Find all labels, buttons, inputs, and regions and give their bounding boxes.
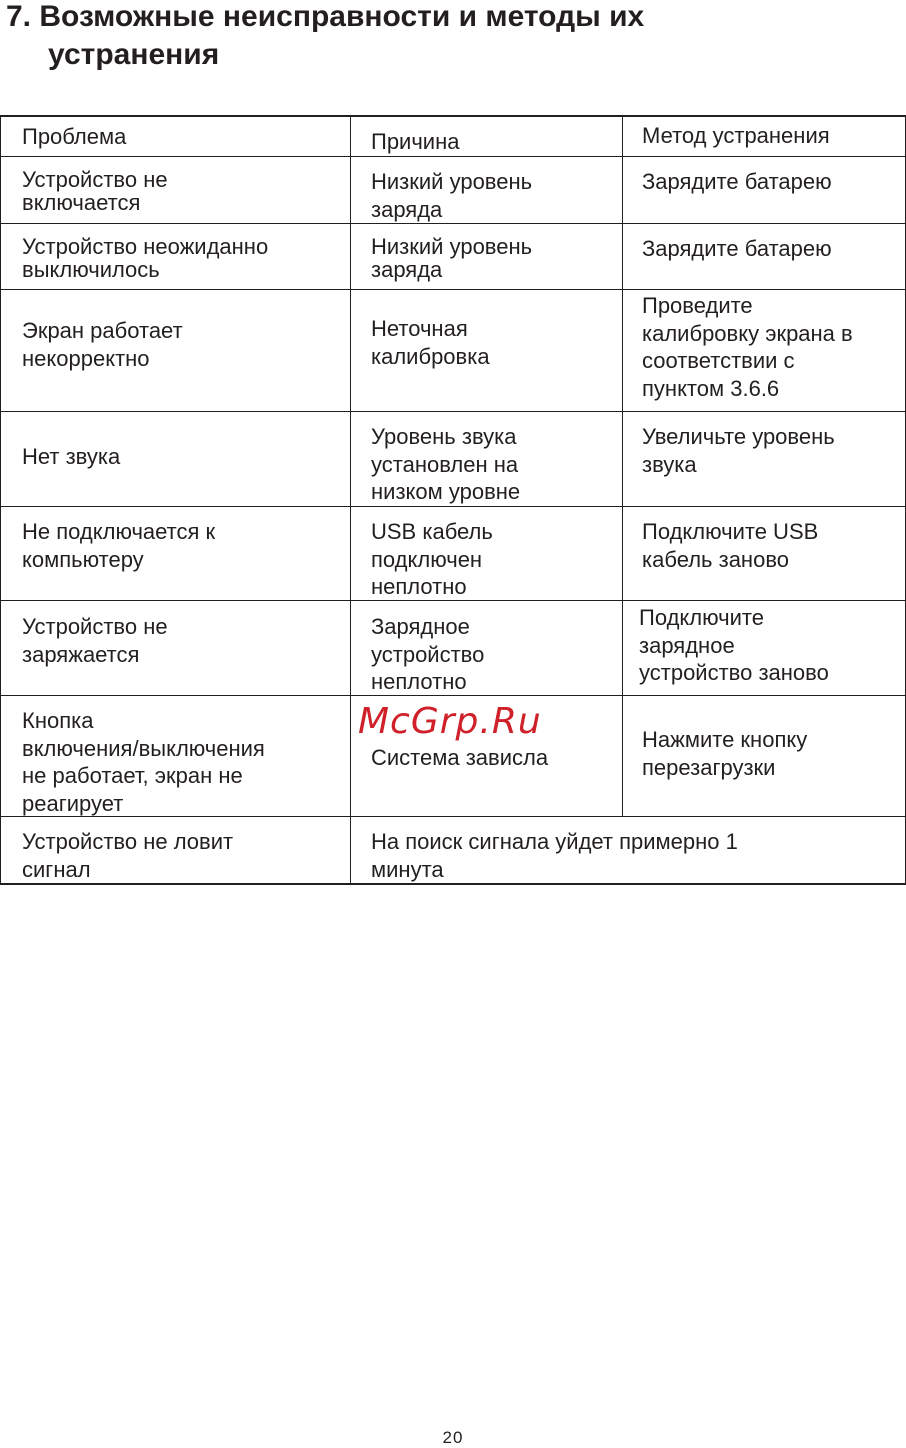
row-solution: Подключите зарядное устройство заново [639, 605, 829, 685]
header-solution: Метод устранения [642, 123, 830, 148]
row-cause: Зарядное устройство неплотно [371, 614, 485, 694]
row-cause: Низкий уровень заряда [371, 169, 533, 222]
row-solution: Увеличьте уровень звука [642, 424, 835, 477]
row-cause-solution: На поиск сигнала уйдет примерно 1 минута [371, 829, 738, 882]
row-cause: Низкий уровень заряда [371, 234, 533, 282]
row-cause: USB кабель подключен неплотно [371, 519, 493, 599]
row-solution: Подключите USB кабель заново [642, 519, 819, 572]
table-row [0, 817, 906, 883]
watermark: McGrp.Ru [358, 701, 542, 742]
row-solution: Зарядите батарею [642, 169, 832, 194]
section-title-line1: Возможные неисправности и методы их [39, 0, 645, 33]
row-cause: Неточная калибровка [371, 316, 490, 369]
row-problem: Устройство не включается [22, 167, 168, 215]
table-row [0, 157, 906, 223]
table-row [0, 290, 906, 411]
row-cause: Система зависла [371, 745, 549, 770]
row-solution: Нажмите кнопку перезагрузки [642, 727, 808, 780]
header-cause: Причина [371, 129, 460, 154]
table-row [0, 507, 906, 600]
table-border-bottom [0, 883, 906, 885]
table-row [0, 601, 906, 695]
row-problem: Кнопка включения/выключения не работает, экран не реагирует [22, 708, 265, 816]
section-title [6, 0, 886, 74]
table-row [0, 412, 906, 506]
row-cause: Уровень звука установлен на низком уровне [371, 424, 521, 504]
row-problem: Не подключается к компьютеру [22, 519, 216, 572]
page-number: 20 [442, 1428, 464, 1447]
header-problem: Проблема [22, 124, 127, 149]
row-problem: Устройство неожиданно выключилось [22, 234, 269, 282]
row-solution: Проведите калибровку экрана в соответствии с пунктом 3.6.6 [642, 293, 853, 401]
section-title-line2: устранения [48, 38, 220, 71]
row-problem: Экран работает некорректно [22, 318, 183, 371]
row-problem: Устройство не заряжается [22, 614, 168, 667]
row-problem: Устройство не ловит сигнал [22, 829, 234, 882]
row-problem: Нет звука [22, 444, 121, 469]
table-header-row [0, 116, 906, 156]
row-solution: Зарядите батарею [642, 236, 832, 261]
section-number: 7. [6, 0, 32, 33]
table-row [0, 224, 906, 289]
